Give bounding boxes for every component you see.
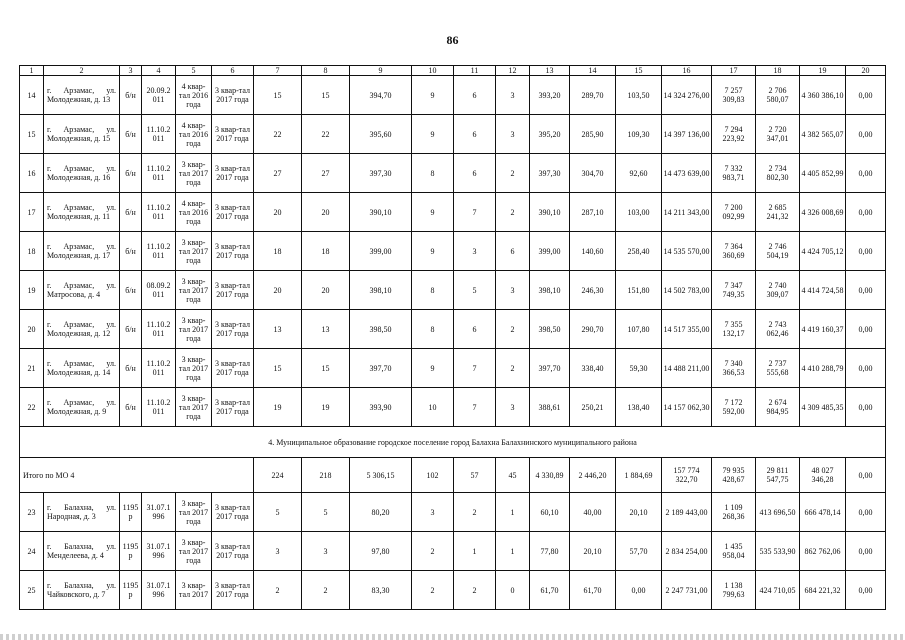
value-cell: 398,10 bbox=[350, 271, 412, 310]
column-number-row bbox=[20, 66, 886, 76]
table-row bbox=[20, 349, 886, 388]
value-cell: 0,00 bbox=[846, 154, 886, 193]
value-cell: 14 324 276,00 bbox=[662, 76, 712, 115]
table-row bbox=[20, 571, 886, 610]
value-cell: 31.07.1 996 bbox=[142, 571, 176, 610]
value-cell: 3 квар-тал 2017 года bbox=[212, 493, 254, 532]
value-cell: 287,10 bbox=[570, 193, 616, 232]
value-cell: 1195 р bbox=[120, 571, 142, 610]
value-cell: 3 квар-тал 2017 года bbox=[176, 349, 212, 388]
value-cell: 14 517 355,00 bbox=[662, 310, 712, 349]
address-cell: г. Балахна, ул. Менделеева, д. 4 bbox=[44, 532, 120, 571]
value-cell: 3 квар-тал 2017 года bbox=[212, 115, 254, 154]
value-cell: 0,00 bbox=[846, 76, 886, 115]
value-cell: 11.10.2 011 bbox=[142, 193, 176, 232]
row-number-cell: 20 bbox=[20, 310, 44, 349]
section-row bbox=[20, 427, 886, 458]
value-cell: 11.10.2 011 bbox=[142, 115, 176, 154]
value-cell: 2 706 580,07 bbox=[756, 76, 800, 115]
value-cell: 97,80 bbox=[350, 532, 412, 571]
value-cell: 2 bbox=[302, 571, 350, 610]
value-cell: 285,90 bbox=[570, 115, 616, 154]
value-cell: 3 квар-тал 2017 года bbox=[212, 388, 254, 427]
value-cell: 290,70 bbox=[570, 310, 616, 349]
value-cell: 397,30 bbox=[530, 154, 570, 193]
value-cell: 0,00 bbox=[846, 232, 886, 271]
column-number-cell: 1 bbox=[20, 66, 44, 76]
value-cell: 3 квар-тал 2017 года bbox=[212, 232, 254, 271]
value-cell: 2 720 347,01 bbox=[756, 115, 800, 154]
value-cell: 2 bbox=[412, 532, 454, 571]
value-cell: 7 bbox=[454, 193, 496, 232]
value-cell: 27 bbox=[302, 154, 350, 193]
total-value-cell: 57 bbox=[454, 458, 496, 493]
value-cell: 1 bbox=[454, 532, 496, 571]
value-cell: 398,50 bbox=[530, 310, 570, 349]
value-cell: 398,10 bbox=[530, 271, 570, 310]
value-cell: 13 bbox=[302, 310, 350, 349]
value-cell: 08.09.2 011 bbox=[142, 271, 176, 310]
value-cell: 2 247 731,00 bbox=[662, 571, 712, 610]
value-cell: 2 bbox=[496, 193, 530, 232]
value-cell: б/н bbox=[120, 349, 142, 388]
value-cell: 1 bbox=[496, 493, 530, 532]
value-cell: 11.10.2 011 bbox=[142, 349, 176, 388]
value-cell: 393,20 bbox=[530, 76, 570, 115]
value-cell: 3 квар-тал 2017 года bbox=[212, 310, 254, 349]
table-row bbox=[20, 271, 886, 310]
value-cell: 397,70 bbox=[530, 349, 570, 388]
value-cell: 4 квар-тал 2016 года bbox=[176, 115, 212, 154]
value-cell: 6 bbox=[454, 76, 496, 115]
address-cell: г. Арзамас, ул. Молодежная, д. 15 bbox=[44, 115, 120, 154]
column-number-cell: 7 bbox=[254, 66, 302, 76]
value-cell: 3 квар-тал 2017 года bbox=[212, 154, 254, 193]
value-cell: 15 bbox=[254, 349, 302, 388]
value-cell: 2 189 443,00 bbox=[662, 493, 712, 532]
value-cell: 20 bbox=[302, 271, 350, 310]
value-cell: 57,70 bbox=[616, 532, 662, 571]
value-cell: 393,90 bbox=[350, 388, 412, 427]
value-cell: 395,20 bbox=[530, 115, 570, 154]
value-cell: 9 bbox=[412, 193, 454, 232]
value-cell: 0,00 bbox=[846, 115, 886, 154]
value-cell: 395,60 bbox=[350, 115, 412, 154]
value-cell: 15 bbox=[302, 76, 350, 115]
value-cell: 7 257 309,83 bbox=[712, 76, 756, 115]
value-cell: 8 bbox=[412, 310, 454, 349]
column-number-cell: 2 bbox=[44, 66, 120, 76]
value-cell: 684 221,32 bbox=[800, 571, 846, 610]
value-cell: 9 bbox=[412, 232, 454, 271]
total-label: Итого по МО 4 bbox=[20, 458, 254, 493]
value-cell: 0,00 bbox=[846, 388, 886, 427]
value-cell: 3 квар-тал 2017 года bbox=[212, 76, 254, 115]
address-cell: г. Балахна, ул. Чайковского, д. 7 bbox=[44, 571, 120, 610]
value-cell: 4 419 160,37 bbox=[800, 310, 846, 349]
value-cell: 11.10.2 011 bbox=[142, 310, 176, 349]
value-cell: 2 737 555,68 bbox=[756, 349, 800, 388]
value-cell: 20.09.2 011 bbox=[142, 76, 176, 115]
value-cell: 2 bbox=[454, 493, 496, 532]
value-cell: 7 200 092,99 bbox=[712, 193, 756, 232]
value-cell: 6 bbox=[496, 232, 530, 271]
row-number-cell: 17 bbox=[20, 193, 44, 232]
value-cell: б/н bbox=[120, 76, 142, 115]
value-cell: 0,00 bbox=[846, 349, 886, 388]
value-cell: 1 138 799,63 bbox=[712, 571, 756, 610]
value-cell: 151,80 bbox=[616, 271, 662, 310]
value-cell: 413 696,50 bbox=[756, 493, 800, 532]
value-cell: 397,30 bbox=[350, 154, 412, 193]
value-cell: 61,70 bbox=[570, 571, 616, 610]
value-cell: 19 bbox=[254, 388, 302, 427]
column-number-cell: 9 bbox=[350, 66, 412, 76]
value-cell: 4 410 288,79 bbox=[800, 349, 846, 388]
value-cell: 60,10 bbox=[530, 493, 570, 532]
value-cell: 2 834 254,00 bbox=[662, 532, 712, 571]
total-value-cell: 2 446,20 bbox=[570, 458, 616, 493]
column-number-cell: 6 bbox=[212, 66, 254, 76]
value-cell: 0,00 bbox=[616, 571, 662, 610]
value-cell: 4 405 852,99 bbox=[800, 154, 846, 193]
value-cell: 7 332 983,71 bbox=[712, 154, 756, 193]
value-cell: 11.10.2 011 bbox=[142, 154, 176, 193]
value-cell: 3 квар-тал 2017 года bbox=[176, 271, 212, 310]
value-cell: 666 478,14 bbox=[800, 493, 846, 532]
table-row bbox=[20, 532, 886, 571]
value-cell: 3 квар-тал 2017 года bbox=[212, 349, 254, 388]
value-cell: 11.10.2 011 bbox=[142, 232, 176, 271]
value-cell: 3 bbox=[412, 493, 454, 532]
value-cell: 250,21 bbox=[570, 388, 616, 427]
value-cell: 138,40 bbox=[616, 388, 662, 427]
value-cell: 1 109 268,36 bbox=[712, 493, 756, 532]
total-value-cell: 218 bbox=[302, 458, 350, 493]
value-cell: 6 bbox=[454, 115, 496, 154]
value-cell: 3 квар-тал 2017 года bbox=[212, 532, 254, 571]
value-cell: 103,00 bbox=[616, 193, 662, 232]
column-number-cell: 10 bbox=[412, 66, 454, 76]
total-value-cell: 29 811 547,75 bbox=[756, 458, 800, 493]
value-cell: 394,70 bbox=[350, 76, 412, 115]
value-cell: 1195 р bbox=[120, 532, 142, 571]
value-cell: 14 502 783,00 bbox=[662, 271, 712, 310]
value-cell: 304,70 bbox=[570, 154, 616, 193]
value-cell: 2 743 062,46 bbox=[756, 310, 800, 349]
value-cell: 20,10 bbox=[616, 493, 662, 532]
table-row bbox=[20, 193, 886, 232]
value-cell: 13 bbox=[254, 310, 302, 349]
table-row bbox=[20, 154, 886, 193]
value-cell: 4 квар-тал 2016 года bbox=[176, 76, 212, 115]
value-cell: 399,00 bbox=[350, 232, 412, 271]
value-cell: 7 340 366,53 bbox=[712, 349, 756, 388]
column-number-cell: 5 bbox=[176, 66, 212, 76]
value-cell: 2 674 984,95 bbox=[756, 388, 800, 427]
value-cell: 92,60 bbox=[616, 154, 662, 193]
value-cell: 397,70 bbox=[350, 349, 412, 388]
value-cell: 8 bbox=[412, 271, 454, 310]
value-cell: 8 bbox=[412, 154, 454, 193]
value-cell: 3 квар-тал 2017 года bbox=[176, 388, 212, 427]
value-cell: 40,00 bbox=[570, 493, 616, 532]
value-cell: 22 bbox=[302, 115, 350, 154]
address-cell: г. Арзамас, ул. Молодежная, д. 16 bbox=[44, 154, 120, 193]
column-number-cell: 15 bbox=[616, 66, 662, 76]
total-value-cell: 5 306,15 bbox=[350, 458, 412, 493]
value-cell: 10 bbox=[412, 388, 454, 427]
value-cell: 0,00 bbox=[846, 193, 886, 232]
value-cell: 4 309 485,35 bbox=[800, 388, 846, 427]
section-title: 4. Муниципальное образование городское поселение город Балахна Балахнинского муниципального района bbox=[20, 427, 886, 458]
value-cell: 1 435 958,04 bbox=[712, 532, 756, 571]
value-cell: 80,20 bbox=[350, 493, 412, 532]
value-cell: 3 квар-тал 2017 года bbox=[212, 571, 254, 610]
value-cell: 0,00 bbox=[846, 493, 886, 532]
table-row bbox=[20, 310, 886, 349]
row-number-cell: 16 bbox=[20, 154, 44, 193]
address-cell: г. Арзамас, ул. Молодежная, д. 12 bbox=[44, 310, 120, 349]
table-row bbox=[20, 493, 886, 532]
total-value-cell: 102 bbox=[412, 458, 454, 493]
column-number-cell: 8 bbox=[302, 66, 350, 76]
value-cell: 103,50 bbox=[616, 76, 662, 115]
value-cell: 31.07.1 996 bbox=[142, 493, 176, 532]
value-cell: 1 bbox=[496, 532, 530, 571]
value-cell: 2 746 504,19 bbox=[756, 232, 800, 271]
value-cell: 3 bbox=[254, 532, 302, 571]
value-cell: 77,80 bbox=[530, 532, 570, 571]
housing-table bbox=[19, 65, 886, 610]
address-cell: г. Балахна, ул. Народная, д. 3 bbox=[44, 493, 120, 532]
value-cell: 22 bbox=[254, 115, 302, 154]
value-cell: 14 211 343,00 bbox=[662, 193, 712, 232]
value-cell: 5 bbox=[454, 271, 496, 310]
total-value-cell: 45 bbox=[496, 458, 530, 493]
table-row bbox=[20, 232, 886, 271]
value-cell: 15 bbox=[254, 76, 302, 115]
value-cell: 3 квар-тал 2017 года bbox=[176, 310, 212, 349]
row-number-cell: 14 bbox=[20, 76, 44, 115]
value-cell: 3 bbox=[496, 271, 530, 310]
column-number-cell: 14 bbox=[570, 66, 616, 76]
value-cell: 7 bbox=[454, 349, 496, 388]
value-cell: 3 bbox=[496, 76, 530, 115]
total-value-cell: 4 330,89 bbox=[530, 458, 570, 493]
total-value-cell: 79 935 428,67 bbox=[712, 458, 756, 493]
value-cell: 15 bbox=[302, 349, 350, 388]
value-cell: б/н bbox=[120, 271, 142, 310]
column-number-cell: 13 bbox=[530, 66, 570, 76]
value-cell: б/н bbox=[120, 154, 142, 193]
value-cell: 20,10 bbox=[570, 532, 616, 571]
value-cell: 7 347 749,35 bbox=[712, 271, 756, 310]
total-value-cell: 1 884,69 bbox=[616, 458, 662, 493]
value-cell: 390,10 bbox=[350, 193, 412, 232]
value-cell: б/н bbox=[120, 388, 142, 427]
column-number-cell: 17 bbox=[712, 66, 756, 76]
address-cell: г. Арзамас, ул. Молодежная, д. 14 bbox=[44, 349, 120, 388]
value-cell: 20 bbox=[254, 271, 302, 310]
column-number-cell: 20 bbox=[846, 66, 886, 76]
value-cell: 14 157 062,30 bbox=[662, 388, 712, 427]
value-cell: 4 квар-тал 2016 года bbox=[176, 193, 212, 232]
address-cell: г. Арзамас, ул. Молодежная, д. 11 bbox=[44, 193, 120, 232]
table-row bbox=[20, 76, 886, 115]
value-cell: 9 bbox=[412, 76, 454, 115]
total-row bbox=[20, 458, 886, 493]
value-cell: 424 710,05 bbox=[756, 571, 800, 610]
page-number: 86 bbox=[446, 33, 459, 47]
value-cell: 9 bbox=[412, 115, 454, 154]
value-cell: 7 bbox=[454, 388, 496, 427]
row-number-cell: 21 bbox=[20, 349, 44, 388]
value-cell: 3 квар-тал 2017 bbox=[176, 571, 212, 610]
total-value-cell: 224 bbox=[254, 458, 302, 493]
value-cell: 2 bbox=[496, 310, 530, 349]
value-cell: 862 762,06 bbox=[800, 532, 846, 571]
value-cell: 3 квар-тал 2017 года bbox=[176, 493, 212, 532]
value-cell: 2 bbox=[454, 571, 496, 610]
value-cell: 109,30 bbox=[616, 115, 662, 154]
value-cell: 399,00 bbox=[530, 232, 570, 271]
value-cell: 3 bbox=[496, 388, 530, 427]
value-cell: 246,30 bbox=[570, 271, 616, 310]
value-cell: 390,10 bbox=[530, 193, 570, 232]
value-cell: 4 424 705,12 bbox=[800, 232, 846, 271]
value-cell: 18 bbox=[254, 232, 302, 271]
total-value-cell: 157 774 322,70 bbox=[662, 458, 712, 493]
value-cell: 14 397 136,00 bbox=[662, 115, 712, 154]
value-cell: 2 740 309,07 bbox=[756, 271, 800, 310]
value-cell: 2 734 802,30 bbox=[756, 154, 800, 193]
value-cell: 14 535 570,00 bbox=[662, 232, 712, 271]
value-cell: 7 364 360,69 bbox=[712, 232, 756, 271]
column-number-cell: 4 bbox=[142, 66, 176, 76]
table-row bbox=[20, 388, 886, 427]
value-cell: 2 685 241,32 bbox=[756, 193, 800, 232]
value-cell: 2 bbox=[496, 154, 530, 193]
address-cell: г. Арзамас, ул. Матросова, д. 4 bbox=[44, 271, 120, 310]
value-cell: 535 533,90 bbox=[756, 532, 800, 571]
value-cell: 2 bbox=[412, 571, 454, 610]
value-cell: 338,40 bbox=[570, 349, 616, 388]
value-cell: 59,30 bbox=[616, 349, 662, 388]
value-cell: 4 414 724,58 bbox=[800, 271, 846, 310]
column-number-cell: 11 bbox=[454, 66, 496, 76]
row-number-cell: 24 bbox=[20, 532, 44, 571]
address-cell: г. Арзамас, ул. Молодежная, д. 9 bbox=[44, 388, 120, 427]
value-cell: 6 bbox=[454, 154, 496, 193]
value-cell: 83,30 bbox=[350, 571, 412, 610]
value-cell: 0 bbox=[496, 571, 530, 610]
value-cell: 20 bbox=[302, 193, 350, 232]
value-cell: 3 bbox=[496, 115, 530, 154]
value-cell: 5 bbox=[302, 493, 350, 532]
value-cell: 3 квар-тал 2017 года bbox=[176, 154, 212, 193]
value-cell: 11.10.2 011 bbox=[142, 388, 176, 427]
row-number-cell: 22 bbox=[20, 388, 44, 427]
value-cell: 5 bbox=[254, 493, 302, 532]
value-cell: 107,80 bbox=[616, 310, 662, 349]
column-number-cell: 3 bbox=[120, 66, 142, 76]
value-cell: 7 355 132,17 bbox=[712, 310, 756, 349]
value-cell: 6 bbox=[454, 310, 496, 349]
value-cell: 14 473 639,00 bbox=[662, 154, 712, 193]
value-cell: 2 bbox=[496, 349, 530, 388]
value-cell: 4 326 008,69 bbox=[800, 193, 846, 232]
column-number-cell: 19 bbox=[800, 66, 846, 76]
total-value-cell: 0,00 bbox=[846, 458, 886, 493]
value-cell: 7 294 223,92 bbox=[712, 115, 756, 154]
value-cell: б/н bbox=[120, 193, 142, 232]
value-cell: 3 bbox=[454, 232, 496, 271]
value-cell: 388,61 bbox=[530, 388, 570, 427]
address-cell: г. Арзамас, ул. Молодежная, д. 13 bbox=[44, 76, 120, 115]
table-row bbox=[20, 115, 886, 154]
value-cell: 140,60 bbox=[570, 232, 616, 271]
value-cell: 0,00 bbox=[846, 310, 886, 349]
page-bottom-edge bbox=[0, 634, 905, 640]
value-cell: б/н bbox=[120, 115, 142, 154]
value-cell: 3 квар-тал 2017 года bbox=[176, 232, 212, 271]
value-cell: 0,00 bbox=[846, 271, 886, 310]
value-cell: 18 bbox=[302, 232, 350, 271]
value-cell: 3 квар-тал 2017 года bbox=[212, 193, 254, 232]
value-cell: 31.07.1 996 bbox=[142, 532, 176, 571]
column-number-cell: 16 bbox=[662, 66, 712, 76]
value-cell: 3 квар-тал 2017 года bbox=[176, 532, 212, 571]
value-cell: 61,70 bbox=[530, 571, 570, 610]
row-number-cell: 19 bbox=[20, 271, 44, 310]
value-cell: 258,40 bbox=[616, 232, 662, 271]
value-cell: б/н bbox=[120, 310, 142, 349]
value-cell: 20 bbox=[254, 193, 302, 232]
column-number-cell: 18 bbox=[756, 66, 800, 76]
value-cell: 4 360 386,10 bbox=[800, 76, 846, 115]
value-cell: 289,70 bbox=[570, 76, 616, 115]
column-number-cell: 12 bbox=[496, 66, 530, 76]
value-cell: 0,00 bbox=[846, 571, 886, 610]
value-cell: 19 bbox=[302, 388, 350, 427]
value-cell: 398,50 bbox=[350, 310, 412, 349]
value-cell: 9 bbox=[412, 349, 454, 388]
value-cell: 3 квар-тал 2017 года bbox=[212, 271, 254, 310]
row-number-cell: 25 bbox=[20, 571, 44, 610]
row-number-cell: 15 bbox=[20, 115, 44, 154]
value-cell: 1195 р bbox=[120, 493, 142, 532]
row-number-cell: 18 bbox=[20, 232, 44, 271]
value-cell: 14 488 211,00 bbox=[662, 349, 712, 388]
value-cell: б/н bbox=[120, 232, 142, 271]
value-cell: 2 bbox=[254, 571, 302, 610]
value-cell: 0,00 bbox=[846, 532, 886, 571]
row-number-cell: 23 bbox=[20, 493, 44, 532]
total-value-cell: 48 027 346,28 bbox=[800, 458, 846, 493]
value-cell: 7 172 592,00 bbox=[712, 388, 756, 427]
value-cell: 27 bbox=[254, 154, 302, 193]
address-cell: г. Арзамас, ул. Молодежная, д. 17 bbox=[44, 232, 120, 271]
value-cell: 4 382 565,07 bbox=[800, 115, 846, 154]
value-cell: 3 bbox=[302, 532, 350, 571]
